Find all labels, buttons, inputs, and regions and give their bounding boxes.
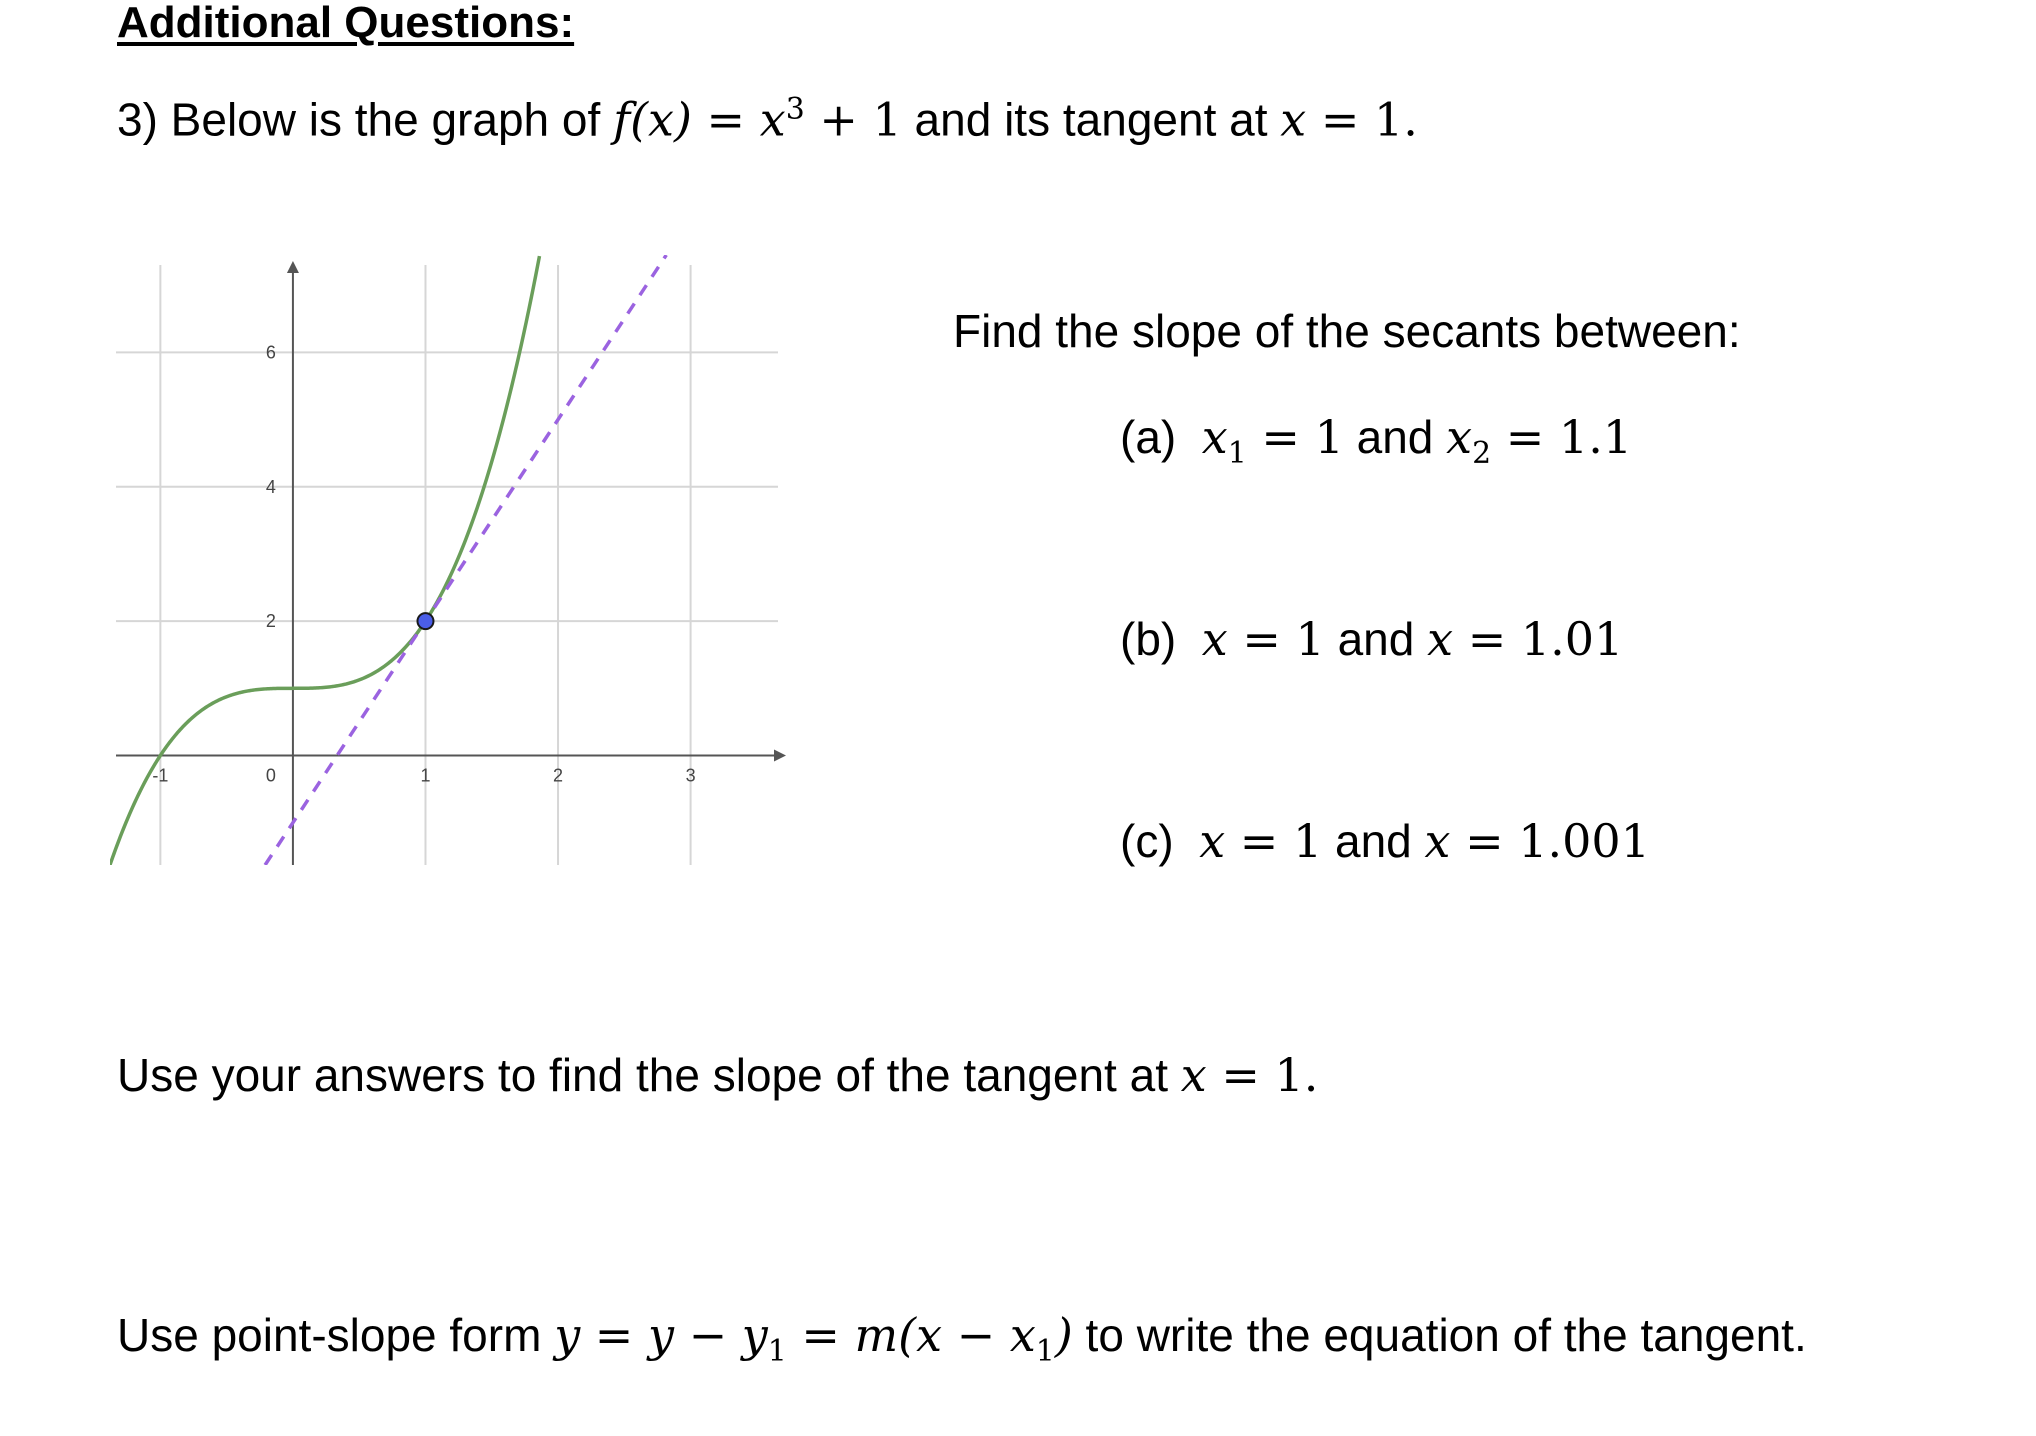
part-a-label: (a)	[1120, 411, 1177, 463]
part-b-x2: x	[1427, 612, 1454, 666]
q3-func-arg: (x)	[630, 92, 692, 147]
use2-eq1: y = y − y	[554, 1308, 768, 1362]
x-axis-arrow-icon	[774, 749, 786, 761]
part-a-sub1: 1	[1227, 436, 1247, 472]
use2-suffix: to write the equation of the tangent.	[1072, 1309, 1807, 1361]
y-tick-label: 6	[265, 342, 276, 363]
q3-x: x	[759, 92, 786, 147]
tangent-point	[417, 613, 433, 629]
part-a-x2: x	[1446, 410, 1473, 464]
x-tick-label: 1	[420, 765, 431, 786]
part-b-v1: = 1	[1227, 612, 1325, 666]
curve-f	[110, 256, 539, 865]
q3-mid: and its tangent at	[901, 93, 1281, 146]
q3-eq-val: = 1.	[1306, 92, 1418, 147]
use2-sub: 1	[767, 1334, 787, 1370]
y-tick-label: 4	[265, 476, 276, 497]
use2-eq2: = m(x − x	[786, 1308, 1036, 1362]
use1-xvar: x	[1180, 1048, 1207, 1102]
part-b-and: and	[1324, 613, 1428, 665]
part-c-x2: x	[1424, 814, 1451, 868]
part-c-label: (c)	[1120, 815, 1174, 867]
use2-prefix: Use point-slope form	[117, 1309, 555, 1361]
tangent-line	[265, 255, 666, 865]
x-tick-label: 0	[265, 765, 276, 786]
q3-xvar: x	[1280, 92, 1307, 147]
point-slope-question	[117, 1308, 1807, 1369]
part-c-x1: x	[1199, 814, 1226, 868]
part-b-v2: = 1.01	[1453, 612, 1624, 666]
q3-prefix: 3) Below is the graph of	[117, 93, 614, 146]
part-a-sub2: 2	[1472, 436, 1492, 472]
q3-func-name: f	[613, 92, 631, 147]
question-3-text	[117, 92, 1418, 146]
use1-text: Use your answers to find the slope of the tangent at	[117, 1049, 1181, 1101]
part-b-x1: x	[1201, 612, 1228, 666]
part-c	[1120, 814, 1650, 868]
use1-val: = 1.	[1206, 1048, 1319, 1102]
x-tick-label: -1	[152, 765, 169, 786]
part-b	[1120, 612, 1623, 666]
use2-sub2: 1	[1035, 1334, 1055, 1370]
part-a-v2: = 1.1	[1491, 410, 1633, 464]
y-tick-label: 2	[265, 611, 276, 632]
tangent-slope-question	[117, 1048, 1318, 1102]
x-tick-label: 3	[685, 765, 696, 786]
y-axis-arrow-icon	[287, 261, 299, 273]
function-graph	[110, 255, 790, 865]
part-c-v1: = 1	[1225, 814, 1323, 868]
part-a-v1: = 1	[1246, 410, 1344, 464]
q3-eq: =	[691, 92, 760, 147]
x-tick-label: 2	[553, 765, 564, 786]
part-c-v2: = 1.001	[1450, 814, 1650, 868]
section-heading: Additional Questions:	[117, 0, 575, 47]
q3-plus-one: + 1	[804, 92, 902, 147]
part-a-x1: x	[1201, 410, 1228, 464]
q3-exponent: 3	[785, 92, 805, 127]
part-a-and: and	[1343, 411, 1447, 463]
part-c-and: and	[1322, 815, 1425, 867]
part-a	[1120, 410, 1632, 471]
find-slope-text: Find the slope of the secants between:	[953, 305, 1741, 357]
part-b-label: (b)	[1120, 613, 1177, 665]
use2-eq3: )	[1054, 1308, 1073, 1362]
